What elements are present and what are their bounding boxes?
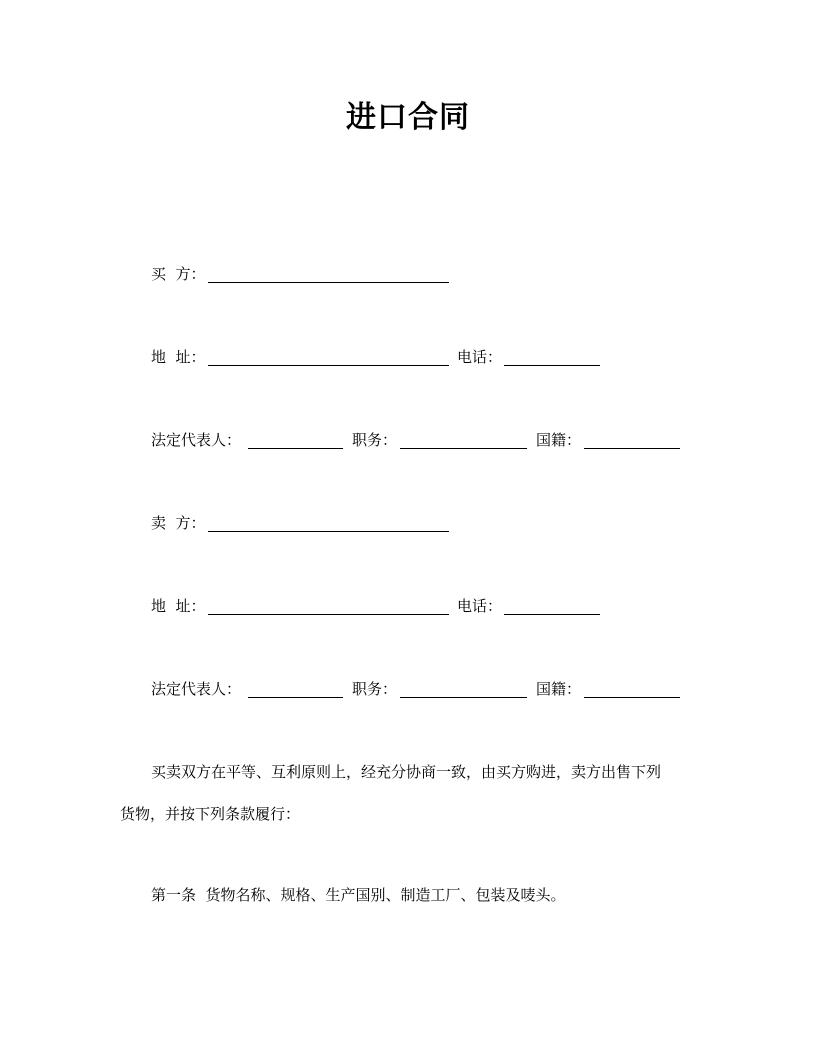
buyer-address-label: 地 址：	[151, 348, 206, 366]
seller-position-blank	[400, 697, 527, 698]
preamble-line-1: 买卖双方在平等、互利原则上，经充分协商一致，由买方购进，卖方出售下列	[151, 763, 662, 781]
document-title: 进口合同	[346, 100, 470, 135]
seller-address-blank	[208, 614, 449, 615]
buyer-nationality-label: 国籍：	[536, 431, 582, 449]
seller-party-label: 卖 方：	[151, 514, 206, 532]
seller-rep-label: 法定代表人：	[151, 680, 242, 698]
preamble-line-2: 货物，并按下列条款履行：	[120, 805, 301, 823]
seller-rep-blank	[248, 697, 343, 698]
seller-nationality-blank	[584, 697, 680, 698]
buyer-position-blank	[400, 448, 527, 449]
seller-nationality-label: 国籍：	[536, 680, 582, 698]
seller-phone-label: 电话：	[457, 597, 503, 615]
buyer-name-blank	[208, 282, 449, 283]
seller-name-blank	[208, 531, 449, 532]
seller-phone-blank	[504, 614, 600, 615]
seller-position-label: 职务：	[352, 680, 398, 698]
buyer-rep-label: 法定代表人：	[151, 431, 242, 449]
buyer-nationality-blank	[584, 448, 680, 449]
seller-address-label: 地 址：	[151, 597, 206, 615]
buyer-party-label: 买 方：	[151, 265, 206, 283]
buyer-phone-blank	[504, 365, 600, 366]
article-1-heading: 第一条 货物名称、规格、生产国别、制造工厂、包装及唛头。	[151, 886, 566, 904]
buyer-address-blank	[208, 365, 449, 366]
buyer-position-label: 职务：	[352, 431, 398, 449]
buyer-rep-blank	[248, 448, 343, 449]
buyer-phone-label: 电话：	[457, 348, 503, 366]
